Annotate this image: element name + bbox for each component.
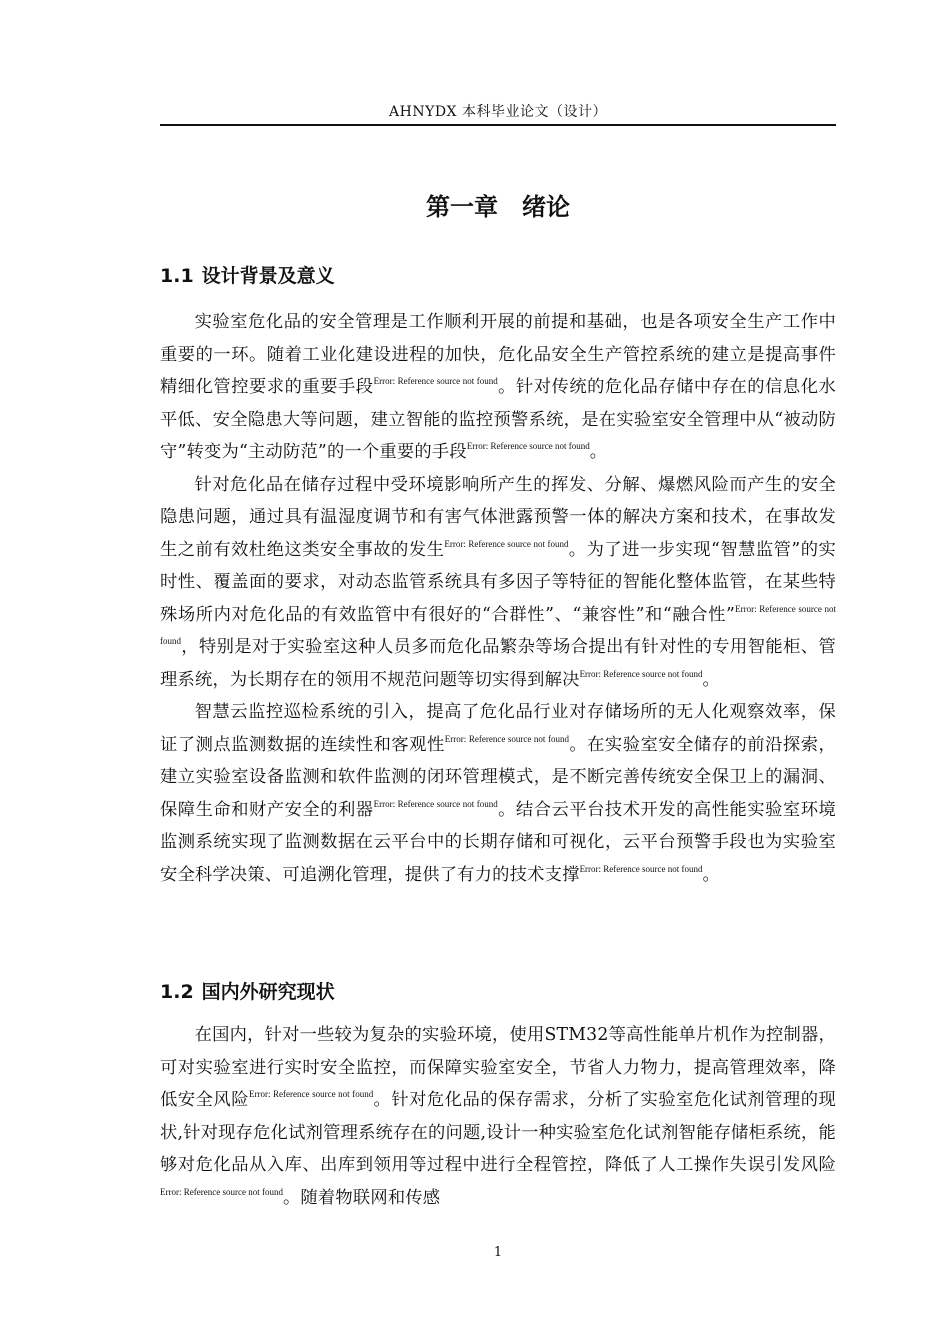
paragraph bbox=[160, 469, 836, 697]
reference-error: Error: Reference source not found bbox=[444, 733, 569, 744]
paragraph bbox=[160, 306, 836, 469]
section-title: 设计背景及意义 bbox=[201, 265, 335, 287]
paragraph-text: 。针对传统的危化品存储中存在的信息化水平低、安全隐患大等问题，建立智能的监控预警系统，是在实验室安全管理中从“被动防守”转变为“主动防范”的一个重要的手段 bbox=[160, 377, 836, 462]
paragraph bbox=[160, 1019, 836, 1214]
paragraph-text: 。 bbox=[702, 864, 720, 885]
reference-error: Error: Reference source not found bbox=[444, 538, 569, 549]
paragraph-text: 。 bbox=[589, 442, 608, 462]
paragraph-text: 。随着物联网和传感 bbox=[282, 1187, 441, 1208]
reference-error: Error: Reference source not found bbox=[160, 603, 837, 646]
paragraph-text: 智慧云监控巡检系统的引入，提高了危化品行业对存储场所的无人化观察效率，保证了测点监测数据的连续性和客观性 bbox=[160, 702, 836, 755]
paragraph-text: 。为了进一步实现“智慧监管”的实时性、覆盖面的要求，对动态监管系统具有多因子等特征的智能化整体监管，在某些特殊场所内对危化品的有效监管中有很好的“合群性”、“兼容性”和“融合性” bbox=[160, 539, 837, 625]
running-header: AHNYDX 本科毕业论文（设计） bbox=[389, 104, 607, 120]
section-heading-1-1 bbox=[160, 262, 836, 290]
paragraph-text: 。在实验室安全储存的前沿探索，建立实验室设备监测和软件监测的闭环管理模式，是不断完善传统安全保卫上的漏洞、保障生命和财产安全的利器 bbox=[160, 734, 836, 820]
reference-error: Error: Reference source not found bbox=[466, 441, 590, 451]
reference-error: Error: Reference source not found bbox=[373, 376, 498, 386]
chapter-title: 第一章 绪论 bbox=[426, 193, 570, 221]
reference-error: Error: Reference source not found bbox=[373, 798, 498, 809]
paragraph-text: 。 bbox=[702, 669, 720, 690]
section-number: 1.1 bbox=[160, 265, 194, 287]
reference-error: Error: Reference source not found bbox=[579, 863, 703, 874]
section-number: 1.2 bbox=[160, 981, 194, 1003]
paragraph bbox=[160, 696, 836, 891]
reference-error: Error: Reference source not found bbox=[249, 1089, 374, 1099]
paragraph-text: 。针对危化品的保存需求，分析了实验室危化试剂管理的现状,针对现存危化试剂管理系统存在的问题,设计一种实验室危化试剂智能存储柜系统，能够对危化品从入库、出库到领用等过程中进行全程管控，降低了人工操作失误引发风险 bbox=[160, 1090, 836, 1175]
paragraph-text: 针对危化品在储存过程中受环境影响所产生的挥发、分解、爆燃风险而产生的安全隐患问题，通过具有温湿度调节和有害气体泄露预警一体的解决方案和技术，在事故发生之前有效杜绝这类安全事故的发生 bbox=[160, 474, 836, 560]
section-title: 国内外研究现状 bbox=[201, 981, 335, 1003]
reference-error: Error: Reference source not found bbox=[579, 668, 703, 679]
section-1-1-body bbox=[160, 306, 836, 891]
page-number: 1 bbox=[493, 1245, 503, 1260]
paragraph-text: 在国内，针对一些较为复杂的实验环境，使用STM32等高性能单片机作为控制器，可对实验室进行实时安全监控，而保障实验室安全，节省人力物力，提高管理效率，降低安全风险 bbox=[160, 1025, 836, 1110]
paragraph-text: 。结合云平台技术开发的高性能实验室环境监测系统实现了监测数据在云平台中的长期存储和可视化，云平台预警手段也为实验室安全科学决策、可追溯化管理，提供了有力的技术支撑 bbox=[160, 799, 836, 885]
paragraph-text: ，特别是对于实验室这种人员多而危化品繁杂等场合提出有针对性的专用智能柜、管理系统，为长期存在的领用不规范问题等切实得到解决 bbox=[160, 637, 836, 690]
section-heading-1-2 bbox=[160, 978, 836, 1006]
paragraph-text: 实验室危化品的安全管理是工作顺利开展的前提和基础，也是各项安全生产工作中重要的一环。随着工业化建设进程的加快，危化品安全生产管控系统的建立是提高事件精细化管控要求的重要手段 bbox=[160, 312, 836, 397]
reference-error: Error: Reference source not found bbox=[160, 1186, 283, 1197]
section-1-2-body bbox=[160, 1019, 836, 1214]
header-rule bbox=[160, 124, 836, 126]
